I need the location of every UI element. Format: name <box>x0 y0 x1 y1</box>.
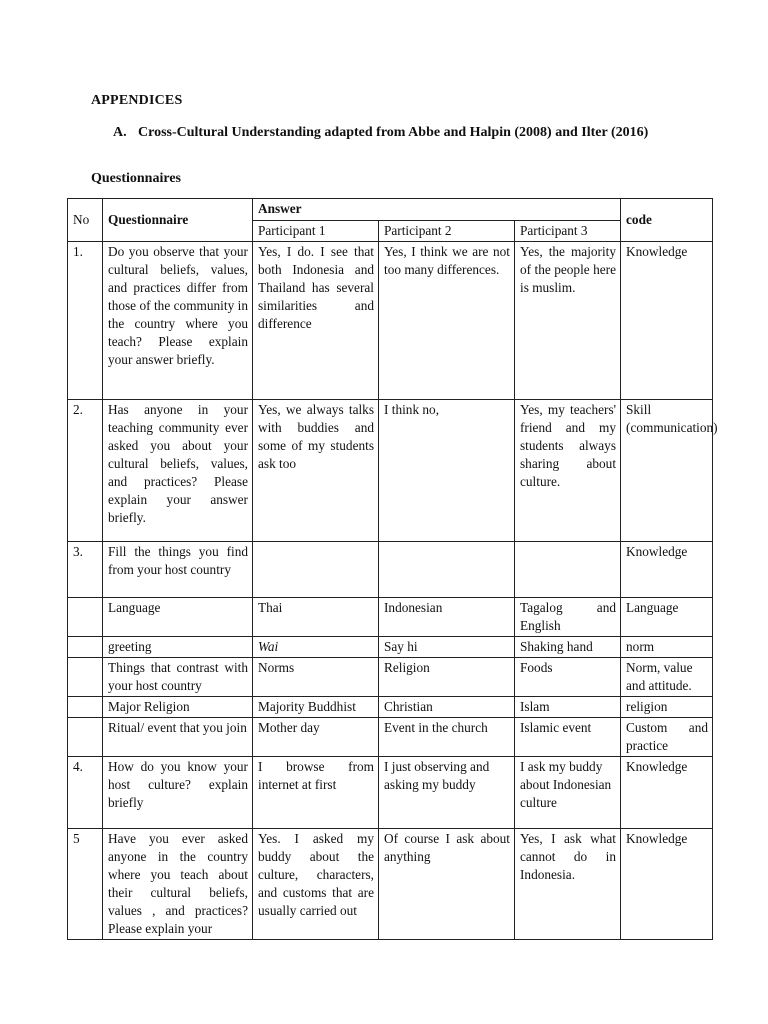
table-row <box>68 718 713 757</box>
table-row <box>68 542 713 598</box>
questionnaire-table <box>67 198 718 940</box>
participant-1-answer: Thai <box>253 598 379 637</box>
section-title-text: Cross-Cultural Understanding adapted from Abbe and Halpin (2008) and Ilter (2016) <box>138 125 649 140</box>
row-number <box>68 718 103 757</box>
participant-2-answer: Religion <box>379 658 515 697</box>
table-row <box>68 658 713 697</box>
question-cell: Language <box>103 598 253 637</box>
code-cell: Knowledge <box>621 242 713 400</box>
question-cell: Have you ever asked anyone in the country where you teach about their cultural beliefs, values , and practices? Please explain your <box>103 829 253 940</box>
page-heading: APPENDICES <box>91 93 183 108</box>
header-participant-1: Participant 1 <box>253 221 379 242</box>
participant-3-answer: Yes, the majority of the people here is muslim. <box>515 242 621 400</box>
code-cell: Knowledge <box>621 829 713 940</box>
row-number: 4. <box>68 757 103 829</box>
participant-3-answer <box>515 542 621 598</box>
participant-3-answer: Islam <box>515 697 621 718</box>
participant-2-answer: I just observing and asking my buddy <box>379 757 515 829</box>
participant-1-answer: I browse from internet at first <box>253 757 379 829</box>
header-no: No <box>68 199 103 242</box>
questionnaires-label: Questionnaires <box>91 171 181 186</box>
participant-2-answer: Christian <box>379 697 515 718</box>
table-row <box>68 757 713 829</box>
participant-2-answer: Yes, I think we are not too many differences. <box>379 242 515 400</box>
participant-3-answer: Shaking hand <box>515 637 621 658</box>
participant-3-answer: Yes, I ask what cannot do in Indonesia. <box>515 829 621 940</box>
code-cell: Knowledge <box>621 542 713 598</box>
code-cell: Norm, value and attitude. <box>621 658 713 697</box>
participant-1-answer: Yes, I do. I see that both Indonesia and Thailand has several similarities and difference <box>253 242 379 400</box>
table-row <box>68 400 713 542</box>
question-cell: Fill the things you find from your host country <box>103 542 253 598</box>
row-number <box>68 658 103 697</box>
row-number <box>68 637 103 658</box>
header-questionnaire: Questionnaire <box>103 199 253 242</box>
row-number <box>68 697 103 718</box>
row-number: 3. <box>68 542 103 598</box>
header-code: code <box>621 199 713 242</box>
participant-1-answer: Mother day <box>253 718 379 757</box>
participant-3-answer: Yes, my teachers' friend and my students always sharing about culture. <box>515 400 621 542</box>
participant-1-answer: Wai <box>253 637 379 658</box>
section-title <box>113 123 678 142</box>
code-cell: norm <box>621 637 713 658</box>
code-cell: religion <box>621 697 713 718</box>
participant-1-answer <box>253 542 379 598</box>
participant-2-answer: Of course I ask about anything <box>379 829 515 940</box>
header-answer: Answer <box>253 199 621 221</box>
question-cell: Things that contrast with your host country <box>103 658 253 697</box>
table-row <box>68 697 713 718</box>
participant-3-answer: Foods <box>515 658 621 697</box>
participant-1-answer: Majority Buddhist <box>253 697 379 718</box>
header-participant-3: Participant 3 <box>515 221 621 242</box>
participant-2-answer: I think no, <box>379 400 515 542</box>
code-cell: Skill (communication) <box>621 400 713 542</box>
participant-1-answer: Norms <box>253 658 379 697</box>
participant-1-answer: Yes, we always talks with buddies and some of my students ask too <box>253 400 379 542</box>
question-cell: Has anyone in your teaching community ever asked you about your cultural beliefs, values, and practices? Please explain your answer briefly. <box>103 400 253 542</box>
question-cell: Ritual/ event that you join <box>103 718 253 757</box>
row-number: 1. <box>68 242 103 400</box>
participant-1-answer: Yes. I asked my buddy about the culture, characters, and customs that are usually carried out <box>253 829 379 940</box>
participant-3-answer: I ask my buddy about Indonesian culture <box>515 757 621 829</box>
code-cell: Custom and practice <box>621 718 713 757</box>
header-participant-2: Participant 2 <box>379 221 515 242</box>
question-cell: How do you know your host culture? explain briefly <box>103 757 253 829</box>
code-cell: Language <box>621 598 713 637</box>
participant-2-answer: Say hi <box>379 637 515 658</box>
participant-2-answer: Indonesian <box>379 598 515 637</box>
participant-2-answer <box>379 542 515 598</box>
table-row <box>68 598 713 637</box>
question-cell: Major Religion <box>103 697 253 718</box>
participant-3-answer: Tagalog and English <box>515 598 621 637</box>
table-row <box>68 637 713 658</box>
code-cell: Knowledge <box>621 757 713 829</box>
row-number <box>68 598 103 637</box>
question-cell: greeting <box>103 637 253 658</box>
section-marker: A. <box>113 125 127 140</box>
row-number: 5 <box>68 829 103 940</box>
table-row <box>68 242 713 400</box>
participant-3-answer: Islamic event <box>515 718 621 757</box>
question-cell: Do you observe that your cultural beliefs, values, and practices differ from those of the community in the country where you teach? Please explain your answer briefly. <box>103 242 253 400</box>
row-number: 2. <box>68 400 103 542</box>
table-row <box>68 829 713 940</box>
participant-2-answer: Event in the church <box>379 718 515 757</box>
